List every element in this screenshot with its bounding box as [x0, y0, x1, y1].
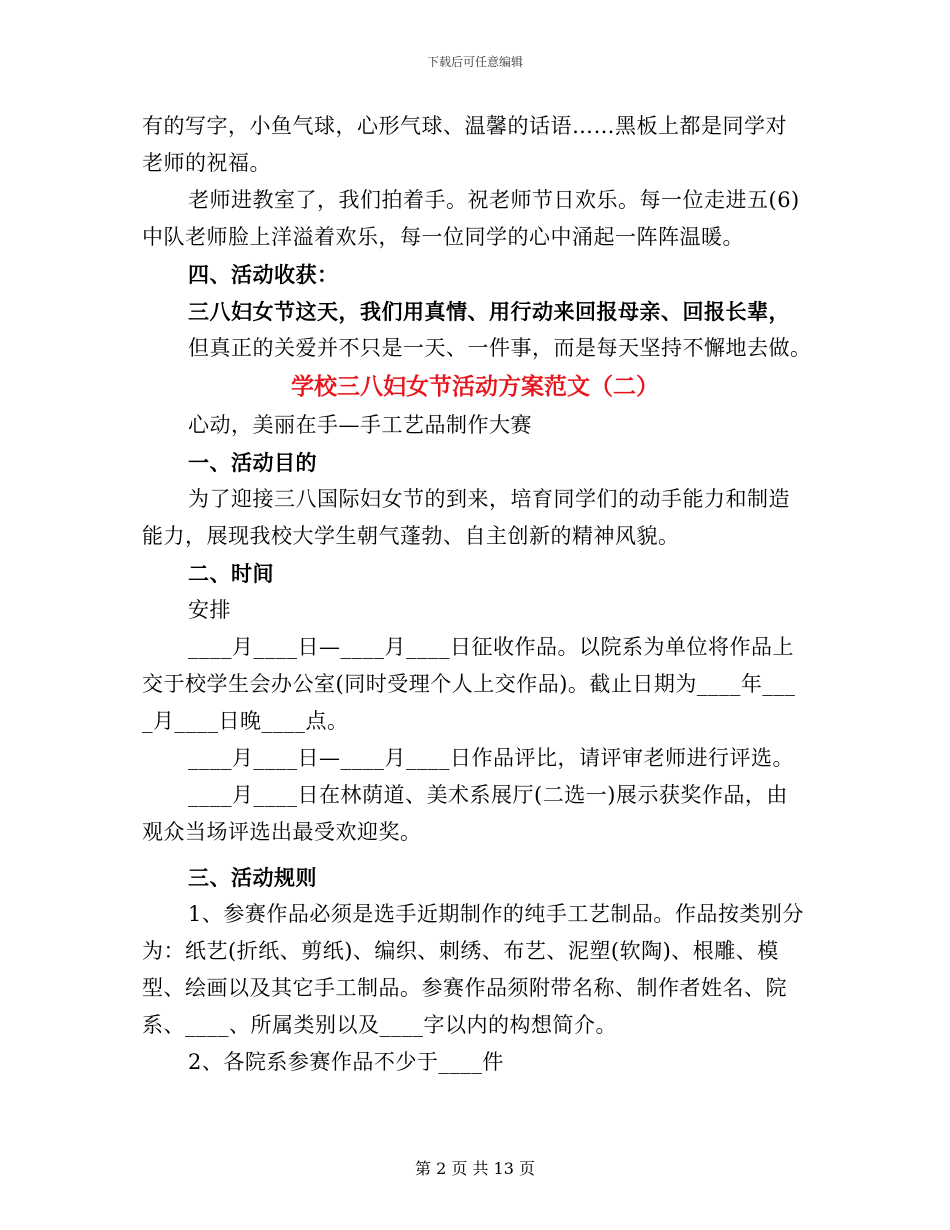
paragraph-line: 老师的祝福。 — [142, 151, 271, 175]
paragraph-line: 中队老师脸上洋溢着欢乐，每一位同学的心中涌起一阵阵温暖。 — [142, 225, 744, 249]
paragraph-line: 老师进教室了，我们拍着手。祝老师节日欢乐。每一位走进五(6) — [188, 188, 800, 212]
subtitle: 心动，美丽在手—手工艺品制作大赛 — [188, 413, 532, 437]
paragraph-line: 为了迎接三八国际妇女节的到来，培育同学们的动手能力和制造 — [188, 487, 790, 511]
paragraph-line: 但真正的关爱并不只是一天、一件事，而是每天坚持不懈地去做。 — [188, 336, 812, 360]
paragraph-line: 观众当场评选出最受欢迎奖。 — [142, 820, 422, 844]
paragraph-line: 2、各院系参赛作品不少于____件 — [188, 1050, 504, 1074]
page-header: 下载后可任意编辑 — [426, 55, 523, 69]
section-heading: 三、活动规则 — [188, 865, 317, 890]
section-heading: 一、活动目的 — [188, 450, 317, 475]
paragraph-line: 安排 — [188, 598, 231, 622]
paragraph-line: 系、____、所属类别以及____字以内的构想简介。 — [142, 1013, 617, 1037]
paragraph-line-bold: 三八妇女节这天，我们用真情、用行动来回报母亲、回报长辈， — [188, 299, 790, 324]
paragraph-line: 1、参赛作品必须是选手近期制作的纯手工艺制品。作品按类别分 — [188, 902, 804, 926]
section-heading: 二、时间 — [188, 561, 274, 586]
document-body — [142, 108, 812, 1081]
spacer — [142, 851, 808, 859]
page-footer: 第 2 页 共 13 页 — [415, 1159, 535, 1178]
paragraph-line: ____月____日—____月____日征收作品。以院系为单位将作品上 — [188, 635, 794, 659]
paragraph-line: 有的写字，小鱼气球，心形气球、温馨的话语……黑板上都是同学对 — [142, 114, 787, 138]
paragraph-line: _月____日晚____点。 — [142, 709, 349, 733]
paragraph-line: ____月____日—____月____日作品评比，请评审老师进行评选。 — [188, 746, 794, 770]
paragraph-line: 为：纸艺(折纸、剪纸)、编织、刺绣、布艺、泥塑(软陶)、根雕、模 — [142, 939, 779, 963]
paragraph-line: ____月____日在林荫道、美术系展厅(二选一)展示获奖作品，由 — [188, 783, 788, 807]
section-heading: 四、活动收获： — [188, 262, 339, 287]
paragraph-line: 能力，展现我校大学生朝气蓬勃、自主创新的精神风貌。 — [142, 524, 680, 548]
document-title: 学校三八妇女节活动方案范文（二） — [291, 373, 659, 400]
paragraph-line: 交于校学生会办公室(同时受理个人上交作品)。截止日期为____年___ — [142, 672, 796, 696]
paragraph-line: 型、绘画以及其它手工制品。参赛作品须附带名称、制作者姓名、院 — [142, 976, 787, 1000]
